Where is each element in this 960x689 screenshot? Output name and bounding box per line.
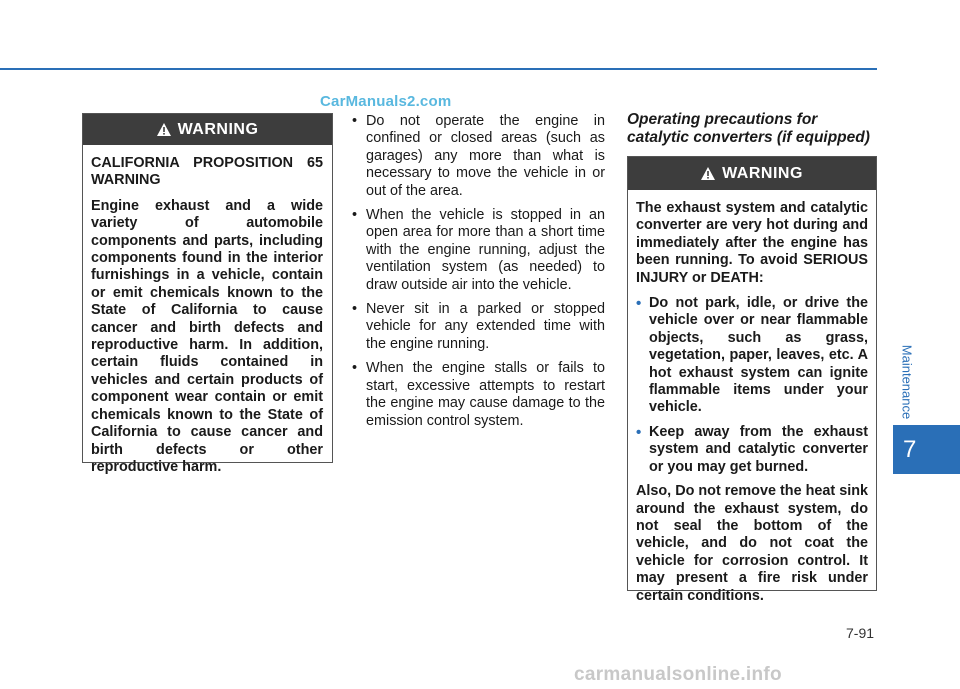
- warning-extra: Also, Do not remove the heat sink around the exhaust system, do not seal the bottom of the vehicle, and do not coat the vehicle for corrosion control. It may present a fire risk under certain conditions.: [636, 483, 868, 604]
- warning-text: Engine exhaust and a wide variety of automobile components and parts, including components found in the interior furnishings in a vehicle, contain or emit chemicals known to the State of California to cause cancer and birth defects and reproductive harm. In addition, certain fluids contained in vehicles and certain products of component wear contain or emit chemicals known to the State of California to cause cancer and birth defects or other reproductive harm.: [91, 197, 323, 475]
- list-item: • Do not park, idle, or drive the vehicle over or near flammable objects, such as grass, vegetation, paper, leaves, etc. A hot exhaust system can ignite flammable items under your vehicle.: [636, 295, 868, 416]
- warning-header-label: WARNING: [722, 164, 803, 182]
- page-number: 7-91: [846, 625, 875, 641]
- section-heading: Operating precautions for catalytic converters (if equipped): [627, 111, 870, 146]
- warning-intro: The exhaust system and catalytic converter are very hot during and immediately after the engine has been running. To avoid SERIOUS INJURY or DEATH:: [636, 200, 868, 286]
- list-item: • Do not operate the engine in confined or closed areas (such as garages) any more than what is necessary to move the vehicle in or out of the area.: [352, 113, 605, 199]
- list-item: • When the engine stalls or fails to start, excessive attempts to restart the engine may cause damage to the emission control system.: [352, 360, 605, 429]
- warning-body: [83, 145, 332, 476]
- warning-header-label: WARNING: [177, 120, 259, 138]
- chapter-tab: 7: [893, 425, 960, 474]
- watermark-bottom: carmanualsonline.info: [574, 664, 782, 685]
- warning-body: [628, 190, 876, 605]
- watermark-top: CarManuals2.com: [320, 93, 452, 110]
- warning-header: [628, 157, 876, 190]
- list-item: • When the vehicle is stopped in an open area for more than a short time with the engine running, adjust the ventilation system (as needed) to draw outside air into the vehicle.: [352, 207, 605, 293]
- bullet-icon: •: [636, 295, 642, 313]
- chapter-side-label: Maintenance: [899, 344, 915, 420]
- bullet-icon: •: [352, 207, 358, 224]
- list-item: • Never sit in a parked or stopped vehicle for any extended time with the engine running.: [352, 301, 605, 352]
- warning-triangle-icon: [701, 167, 715, 180]
- bullet-icon: •: [636, 423, 642, 441]
- warning-triangle-icon: [157, 123, 171, 136]
- top-divider: [0, 68, 877, 70]
- bullet-icon: •: [352, 113, 358, 129]
- bullet-icon: •: [352, 360, 358, 377]
- bullet-icon: •: [352, 301, 358, 318]
- warning-header: [83, 114, 332, 145]
- list-item: • Keep away from the exhaust system and catalytic converter or you may get burned.: [636, 423, 868, 475]
- warning-box-catalytic: [627, 156, 877, 604]
- precautions-list: [352, 113, 605, 437]
- warning-title: CALIFORNIA PROPOSITION 65 WARNING: [91, 155, 323, 189]
- warning-box-prop65: [82, 113, 333, 475]
